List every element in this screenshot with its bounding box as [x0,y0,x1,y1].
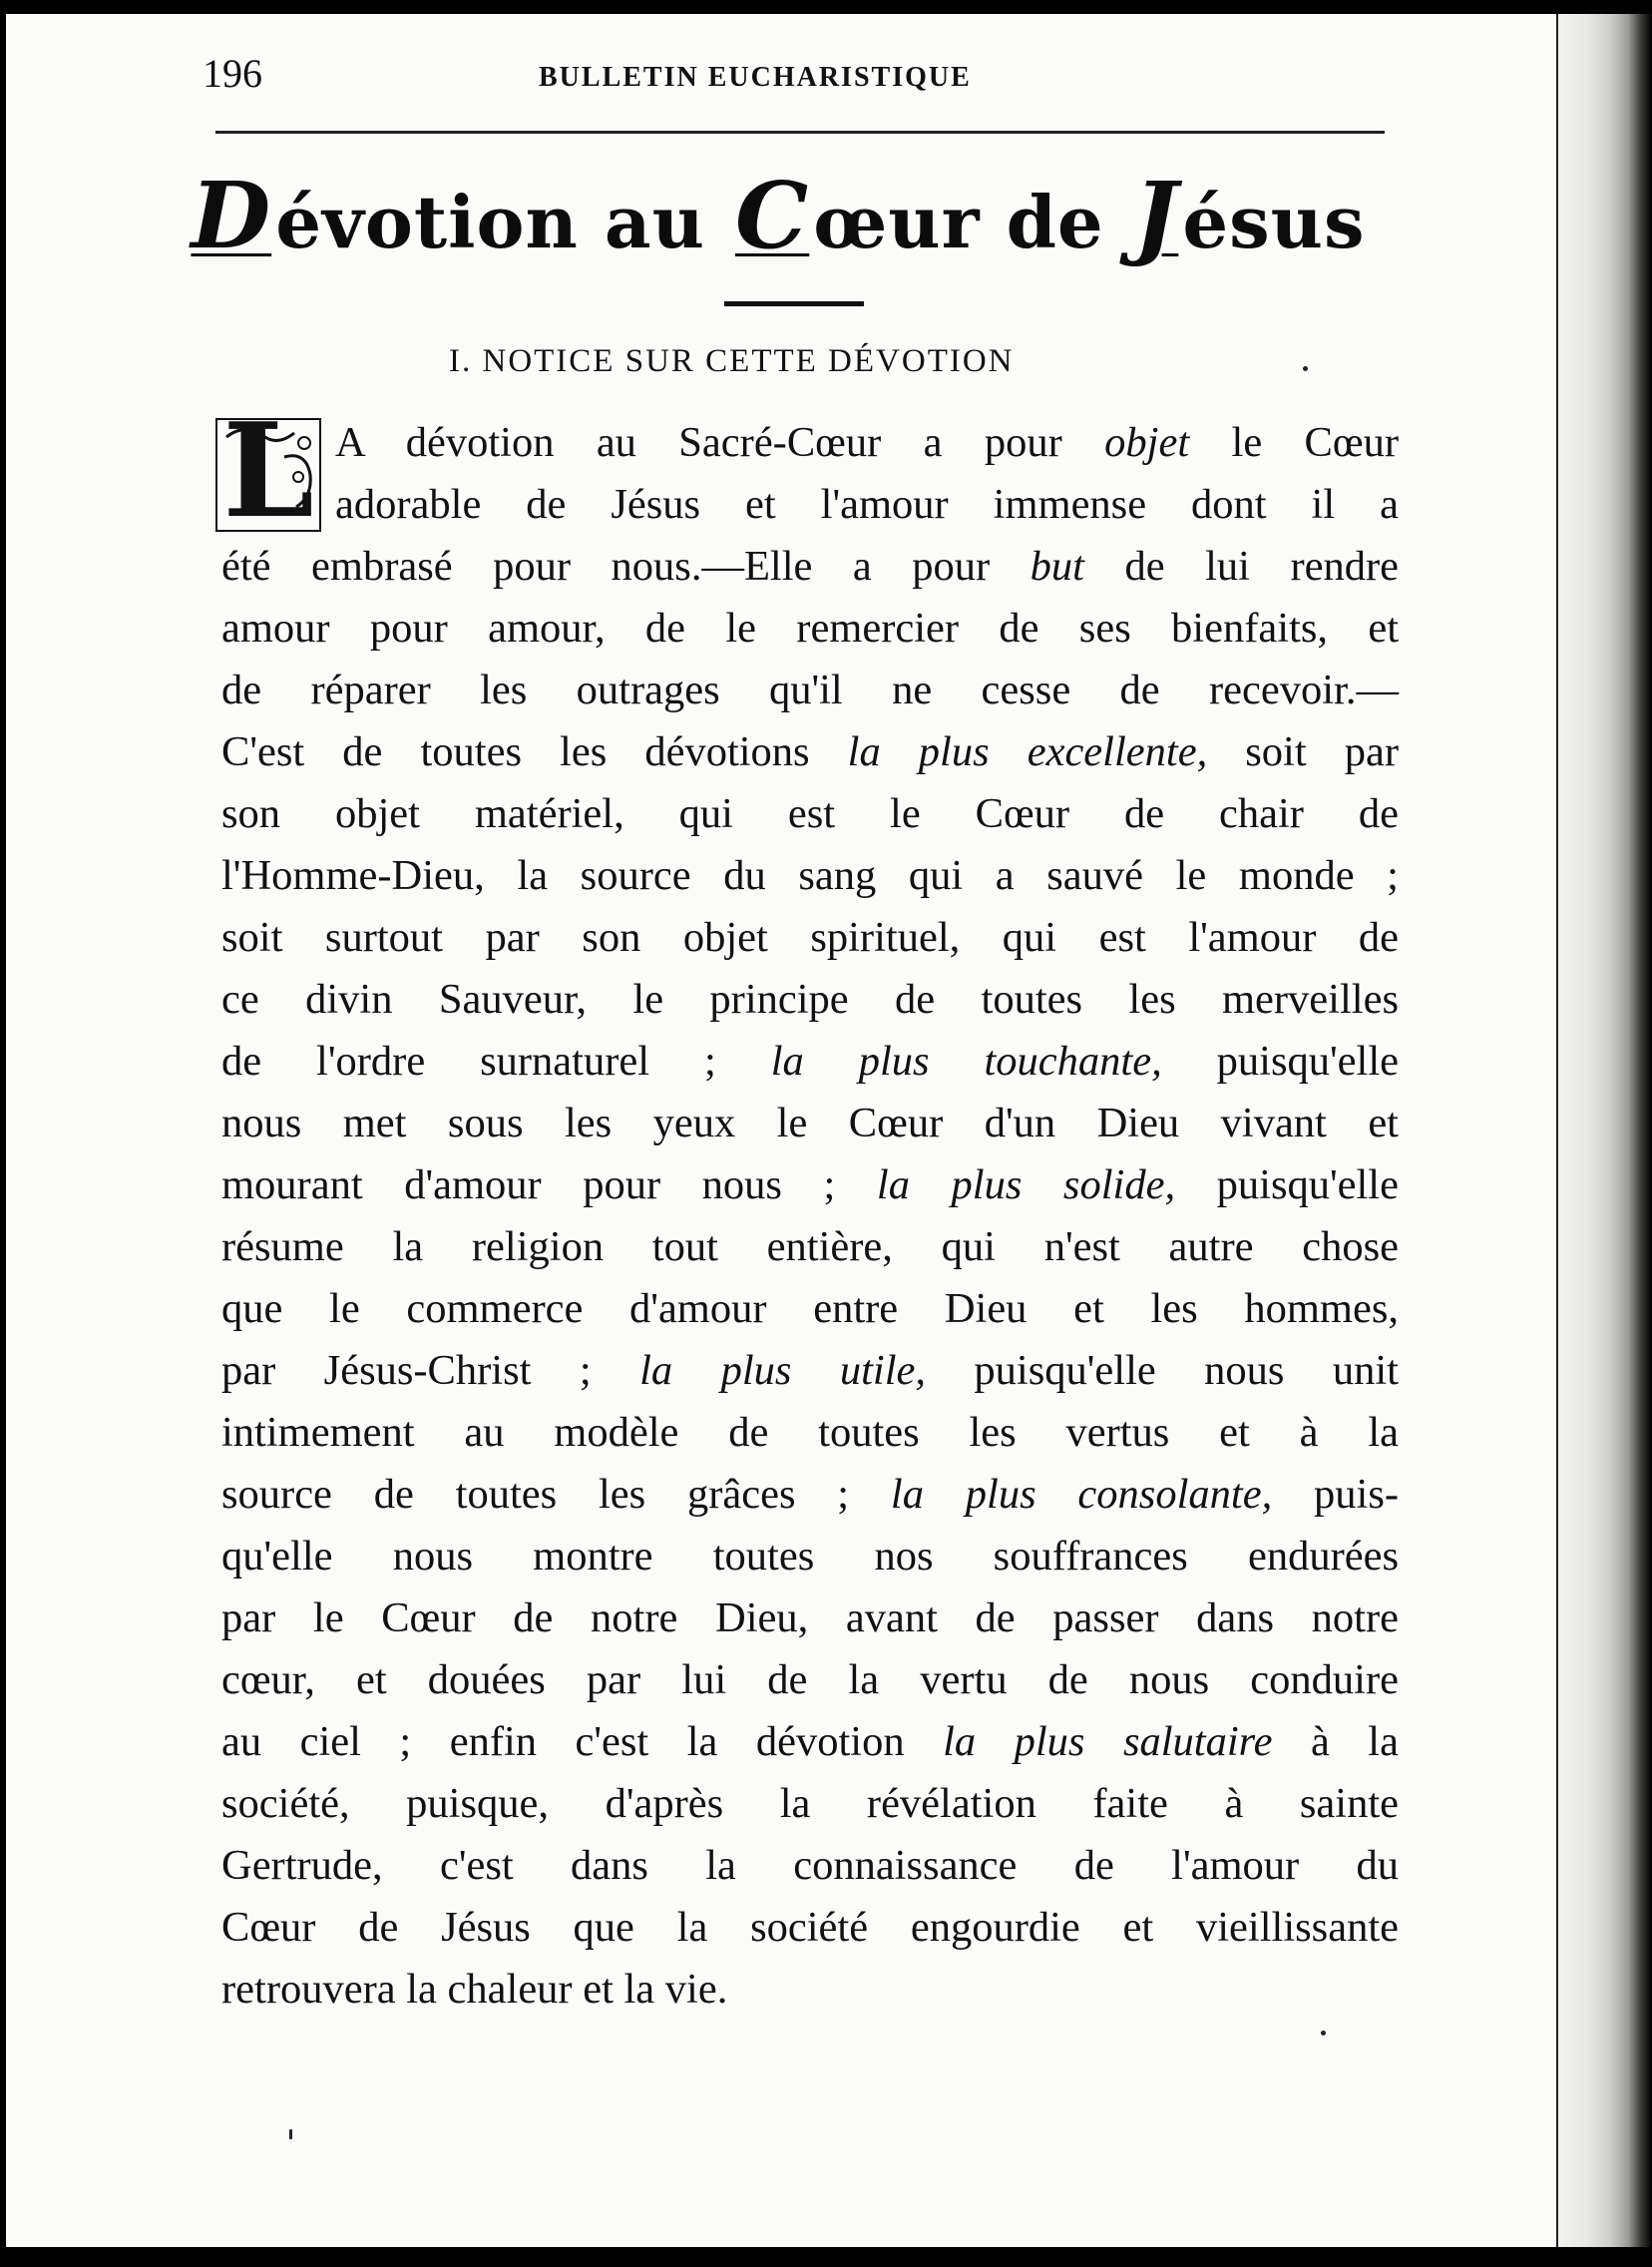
drop-cap-letter: L [222,394,314,547]
title-word: ésus [1182,180,1366,264]
text-segment: Gertrude, c'est dans la connaissance de l'amour du [221,1842,1399,1889]
text-line [221,1402,1399,1464]
text-line [221,1773,1399,1835]
text-segment: de lui rendre [1083,543,1400,590]
text-line [221,536,1399,598]
text-line [221,598,1399,660]
text-line [221,1093,1399,1154]
text-line [221,1897,1399,1959]
text-line [221,1711,1399,1773]
article-title [187,162,1366,269]
text-segment: Cœur de Jésus que la société engourdie et vieillissante [221,1904,1399,1951]
italic-phrase: la plus touchante, [770,1038,1162,1085]
text-segment: qu'elle nous montre toutes nos souffrances endurées [221,1533,1399,1580]
text-line [221,412,1399,474]
text-line [221,1959,1399,2021]
text-line [221,660,1399,721]
text-segment: adorable de Jésus et l'amour immense dont il a [335,481,1399,528]
text-segment: été embrasé pour nous.—Elle a pour [221,543,1031,590]
print-speck [289,2129,292,2139]
text-line [221,969,1399,1031]
text-segment: de l'ordre surnaturel ; [221,1038,771,1085]
italic-phrase: objet [1104,419,1190,466]
italic-phrase: la plus salutaire [943,1718,1273,1765]
title-ornate-capital: D [191,162,272,269]
title-ornate-capital: J [1133,162,1179,269]
title-rule [724,301,864,306]
text-line [221,1154,1399,1216]
italic-phrase: la plus excellente, [847,728,1208,775]
text-line [221,1278,1399,1340]
text-line [221,1526,1399,1587]
text-segment: intimement au modèle de toutes les vertus et à la [221,1409,1399,1456]
text-segment: par le Cœur de notre Dieu, avant de passer dans notre [221,1594,1399,1641]
text-line [221,907,1399,969]
italic-phrase: la plus consolante, [890,1471,1273,1518]
book-gutter-shadow [1558,14,1652,2247]
text-segment: A dévotion au Sacré-Cœur a pour [335,419,1105,466]
text-line [221,1649,1399,1711]
title-word: œur de [813,180,1130,264]
text-line [221,1587,1399,1649]
section-heading: I. NOTICE SUR CETTE DÉVOTION [449,343,1015,379]
text-line [221,845,1399,907]
text-segment: ce divin Sauveur, le principe de toutes les merveilles [221,976,1399,1023]
page-number: 196 [203,51,262,96]
text-line [221,783,1399,845]
title-ornate-capital: C [734,162,810,269]
text-segment: son objet matériel, qui est le Cœur de chair de [221,790,1399,837]
text-segment: puisqu'elle [1175,1161,1399,1208]
text-segment: puisqu'elle [1161,1038,1399,1085]
text-segment: C'est de toutes les dévotions [221,728,848,775]
text-line [221,1031,1399,1093]
journal-title: BULLETIN EUCHARISTIQUE [539,62,972,93]
text-line [221,1464,1399,1526]
text-segment: source de toutes les grâces ; [221,1471,891,1518]
text-segment: puisqu'elle nous unit [926,1347,1399,1394]
text-segment: société, puisque, d'après la révélation faite à sainte [221,1780,1399,1827]
text-line [221,1835,1399,1897]
text-line [221,474,1399,536]
text-segment: de réparer les outrages qu'il ne cesse de recevoir.— [221,667,1399,713]
text-segment: soit surtout par son objet spirituel, qui est l'amour de [221,914,1399,961]
text-line [221,1340,1399,1402]
print-speck [1303,366,1308,371]
header-rule [215,131,1385,134]
text-segment: retrouvera la chaleur et la vie. [221,1966,728,2013]
text-segment: nous met sous les yeux le Cœur d'un Dieu vivant et [221,1100,1399,1146]
text-segment: que le commerce d'amour entre Dieu et les hommes, [221,1285,1399,1332]
text-line [221,721,1399,783]
text-segment: par Jésus-Christ ; [221,1347,640,1394]
italic-phrase: la plus solide, [876,1161,1176,1208]
text-segment: puis- [1272,1471,1400,1518]
text-segment: cœur, et douées par lui de la vertu de nous conduire [221,1656,1399,1703]
text-segment: résume la religion tout entière, qui n'est autre chose [221,1223,1399,1270]
title-word: évotion au [275,180,731,264]
text-segment: le Cœur [1189,419,1399,466]
text-segment: l'Homme-Dieu, la source du sang qui a sauvé le monde ; [221,852,1399,899]
text-segment: à la [1272,1718,1399,1765]
italic-phrase: la plus utile, [639,1347,926,1394]
article-body [221,412,1399,2021]
print-speck [1321,2031,1326,2036]
text-segment: soit par [1207,728,1400,775]
text-line [221,1216,1399,1278]
text-segment: mourant d'amour pour nous ; [221,1161,877,1208]
text-segment: au ciel ; enfin c'est la dévotion [221,1718,944,1765]
text-segment: amour pour amour, de le remercier de ses bienfaits, et [221,605,1399,652]
article-title-block [0,162,1552,269]
italic-phrase: but [1030,543,1084,590]
